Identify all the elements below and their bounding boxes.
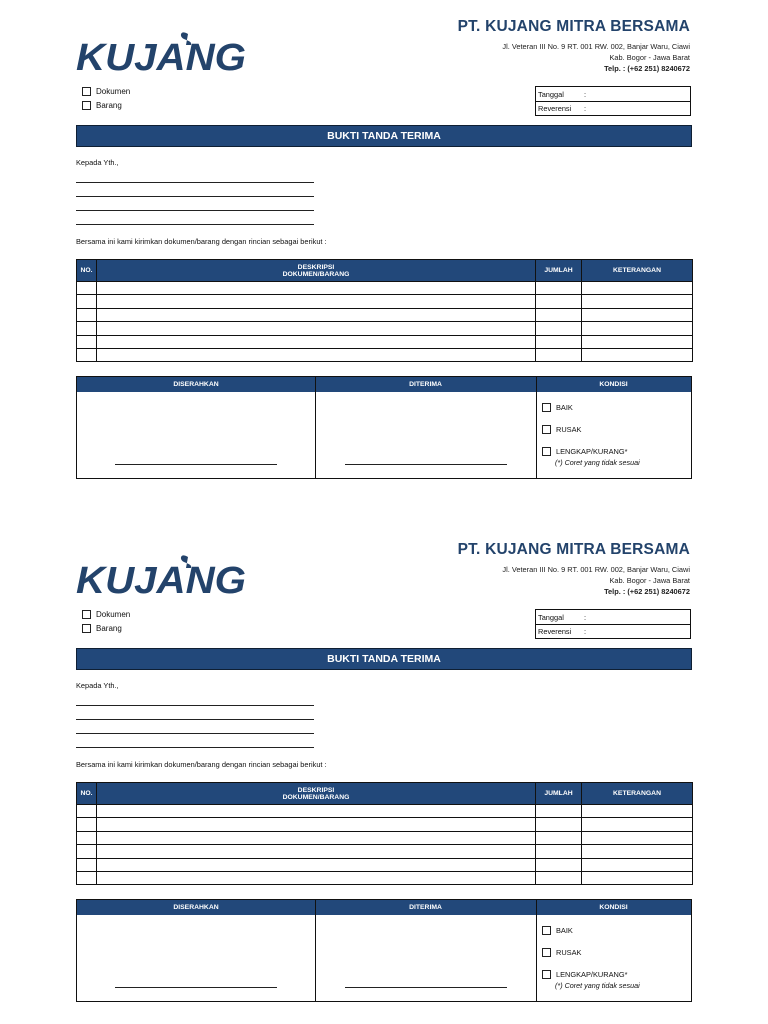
header-diserahkan: DISERAHKAN (173, 381, 219, 388)
header-no: NO. (77, 260, 97, 282)
cell-jumlah[interactable] (536, 805, 582, 818)
header-keterangan: KETERANGAN (582, 260, 693, 282)
column-divider (315, 377, 316, 478)
recipient-line[interactable] (76, 747, 314, 748)
cell-deskripsi[interactable] (97, 845, 536, 858)
diterima-signature-line[interactable] (345, 464, 507, 465)
rusak-label: RUSAK (556, 425, 582, 434)
table-row[interactable] (77, 805, 693, 818)
cell-jumlah[interactable] (536, 322, 582, 335)
company-name: PT. KUJANG MITRA BERSAMA (457, 541, 690, 558)
tanggal-label: Tanggal (538, 89, 564, 99)
cell-deskripsi[interactable] (97, 295, 536, 308)
cell-jumlah[interactable] (536, 831, 582, 844)
cell-jumlah[interactable] (536, 295, 582, 308)
address-line: Kab. Bogor - Jawa Barat (609, 576, 690, 585)
cell-keterangan[interactable] (582, 308, 693, 321)
svg-text:KUJANG: KUJANG (76, 560, 246, 597)
header-diserahkan: DISERAHKAN (173, 904, 219, 911)
tanggal-row[interactable] (536, 610, 690, 624)
cell-deskripsi[interactable] (97, 322, 536, 335)
cell-jumlah[interactable] (536, 308, 582, 321)
cell-jumlah[interactable] (536, 871, 582, 884)
cell-keterangan[interactable] (582, 348, 693, 361)
cell-no[interactable] (77, 282, 97, 295)
barang-checkbox[interactable] (82, 101, 91, 110)
recipient-line[interactable] (76, 210, 314, 211)
header-deskripsi: DESKRIPSI DOKUMEN/BARANG (97, 260, 536, 282)
cell-deskripsi[interactable] (97, 308, 536, 321)
cell-jumlah[interactable] (536, 858, 582, 871)
diserahkan-signature-line[interactable] (115, 987, 277, 988)
column-divider (536, 377, 537, 478)
baik-label: BAIK (556, 926, 573, 935)
reverensi-label: Reverensi (538, 104, 572, 113)
reverensi-row[interactable] (536, 101, 690, 115)
dokumen-checkbox[interactable] (82, 610, 91, 619)
header-keterangan: KETERANGAN (582, 783, 693, 805)
reverensi-row[interactable] (536, 624, 690, 638)
baik-checkbox[interactable] (542, 403, 551, 412)
baik-checkbox[interactable] (542, 926, 551, 935)
cell-deskripsi[interactable] (97, 805, 536, 818)
lengkap-checkbox[interactable] (542, 970, 551, 979)
header-diterima: DITERIMA (409, 381, 442, 388)
cell-no[interactable] (77, 858, 97, 871)
receipt-form (0, 523, 768, 1013)
tanggal-value: : (584, 612, 587, 622)
table-row[interactable] (77, 348, 693, 361)
recipient-line[interactable] (76, 182, 314, 183)
kondisi-lengkap[interactable] (542, 970, 627, 979)
cell-keterangan[interactable] (582, 322, 693, 335)
column-divider (315, 900, 316, 1001)
info-box (535, 609, 691, 639)
tanggal-value: : (584, 89, 587, 99)
reverensi-value: : (584, 104, 587, 113)
receipt-form (0, 0, 768, 490)
cell-keterangan[interactable] (582, 805, 693, 818)
lengkap-label: LENGKAP/KURANG* (556, 970, 628, 979)
cell-keterangan[interactable] (582, 858, 693, 871)
header-deskripsi: DESKRIPSI DOKUMEN/BARANG (97, 783, 536, 805)
dokumen-option[interactable] (82, 610, 130, 619)
kondisi-note: (*) Coret yang tidak sesuai (555, 981, 640, 990)
baik-label: BAIK (556, 403, 573, 412)
info-box (535, 86, 691, 116)
signature-header (77, 900, 691, 915)
cell-keterangan[interactable] (582, 831, 693, 844)
dokumen-option[interactable] (82, 87, 130, 96)
items-table-header (77, 260, 693, 282)
cell-no[interactable] (77, 348, 97, 361)
table-row[interactable] (77, 335, 693, 348)
recipient-line[interactable] (76, 705, 314, 706)
column-divider (536, 900, 537, 1001)
intro-text: Bersama ini kami kirimkan dokumen/barang dengan rincian sebagai berikut : (76, 237, 327, 246)
items-table-header (77, 783, 693, 805)
barang-checkbox[interactable] (82, 624, 91, 633)
rusak-checkbox[interactable] (542, 425, 551, 434)
form-title: BUKTI TANDA TERIMA (76, 648, 692, 670)
recipient-line[interactable] (76, 719, 314, 720)
barang-label: Barang (96, 101, 122, 110)
cell-no[interactable] (77, 805, 97, 818)
diserahkan-signature-line[interactable] (115, 464, 277, 465)
recipient-line[interactable] (76, 196, 314, 197)
cell-deskripsi[interactable] (97, 348, 536, 361)
header-jumlah: JUMLAH (536, 260, 582, 282)
company-name: PT. KUJANG MITRA BERSAMA (457, 18, 690, 35)
header-diterima: DITERIMA (409, 904, 442, 911)
kondisi-baik[interactable] (542, 926, 573, 935)
cell-keterangan[interactable] (582, 845, 693, 858)
cell-keterangan[interactable] (582, 818, 693, 831)
cell-no[interactable] (77, 845, 97, 858)
svg-text:KUJANG: KUJANG (76, 37, 246, 74)
cell-keterangan[interactable] (582, 871, 693, 884)
table-row[interactable] (77, 818, 693, 831)
cell-jumlah[interactable] (536, 335, 582, 348)
barang-option[interactable] (82, 101, 122, 110)
header-kondisi: KONDISI (599, 381, 628, 388)
signature-header (77, 377, 691, 392)
cell-keterangan[interactable] (582, 335, 693, 348)
header-jumlah: JUMLAH (536, 783, 582, 805)
reverensi-value: : (584, 627, 587, 636)
header-no: NO. (77, 783, 97, 805)
table-row[interactable] (77, 871, 693, 884)
intro-text: Bersama ini kami kirimkan dokumen/barang dengan rincian sebagai berikut : (76, 760, 327, 769)
rusak-checkbox[interactable] (542, 948, 551, 957)
address-line: Jl. Veteran III No. 9 RT. 001 RW. 002, Banjar Waru, Ciawi (502, 42, 690, 51)
cell-deskripsi[interactable] (97, 858, 536, 871)
header-kondisi: KONDISI (599, 904, 628, 911)
kepada-label: Kepada Yth., (76, 681, 119, 690)
cell-jumlah[interactable] (536, 282, 582, 295)
reverensi-label: Reverensi (538, 627, 572, 636)
cell-no[interactable] (77, 322, 97, 335)
table-row[interactable] (77, 845, 693, 858)
cell-jumlah[interactable] (536, 818, 582, 831)
dokumen-label: Dokumen (96, 87, 131, 96)
address-line: Jl. Veteran III No. 9 RT. 001 RW. 002, Banjar Waru, Ciawi (502, 565, 690, 574)
cell-no[interactable] (77, 818, 97, 831)
dokumen-checkbox[interactable] (82, 87, 91, 96)
kondisi-baik[interactable] (542, 403, 573, 412)
lengkap-checkbox[interactable] (542, 447, 551, 456)
lengkap-label: LENGKAP/KURANG* (556, 447, 628, 456)
table-row[interactable] (77, 295, 693, 308)
tanggal-row[interactable] (536, 87, 690, 101)
barang-option[interactable] (82, 624, 122, 633)
cell-deskripsi[interactable] (97, 871, 536, 884)
rusak-label: RUSAK (556, 948, 582, 957)
cell-no[interactable] (77, 295, 97, 308)
recipient-line[interactable] (76, 733, 314, 734)
kondisi-rusak[interactable] (542, 425, 581, 434)
table-row[interactable] (77, 322, 693, 335)
form-title: BUKTI TANDA TERIMA (76, 125, 692, 147)
items-table (76, 782, 693, 885)
signature-section (76, 899, 692, 1002)
cell-keterangan[interactable] (582, 295, 693, 308)
cell-jumlah[interactable] (536, 348, 582, 361)
diterima-signature-line[interactable] (345, 987, 507, 988)
kondisi-lengkap[interactable] (542, 447, 627, 456)
table-row[interactable] (77, 282, 693, 295)
barang-label: Barang (96, 624, 122, 633)
items-table (76, 259, 693, 362)
recipient-line[interactable] (76, 224, 314, 225)
cell-deskripsi[interactable] (97, 282, 536, 295)
cell-no[interactable] (77, 831, 97, 844)
address-line: Kab. Bogor - Jawa Barat (609, 53, 690, 62)
kondisi-rusak[interactable] (542, 948, 581, 957)
cell-no[interactable] (77, 871, 97, 884)
cell-keterangan[interactable] (582, 282, 693, 295)
phone-line: Telp. : (+62 251) 8240672 (604, 64, 690, 73)
kujang-logo (76, 551, 248, 597)
kondisi-note: (*) Coret yang tidak sesuai (555, 458, 640, 467)
phone-line: Telp. : (+62 251) 8240672 (604, 587, 690, 596)
cell-deskripsi[interactable] (97, 831, 536, 844)
cell-no[interactable] (77, 308, 97, 321)
cell-deskripsi[interactable] (97, 335, 536, 348)
table-row[interactable] (77, 308, 693, 321)
cell-no[interactable] (77, 335, 97, 348)
kepada-label: Kepada Yth., (76, 158, 119, 167)
tanggal-label: Tanggal (538, 612, 564, 622)
table-row[interactable] (77, 858, 693, 871)
cell-deskripsi[interactable] (97, 818, 536, 831)
dokumen-label: Dokumen (96, 610, 131, 619)
signature-section (76, 376, 692, 479)
kujang-logo (76, 28, 248, 74)
cell-jumlah[interactable] (536, 845, 582, 858)
table-row[interactable] (77, 831, 693, 844)
